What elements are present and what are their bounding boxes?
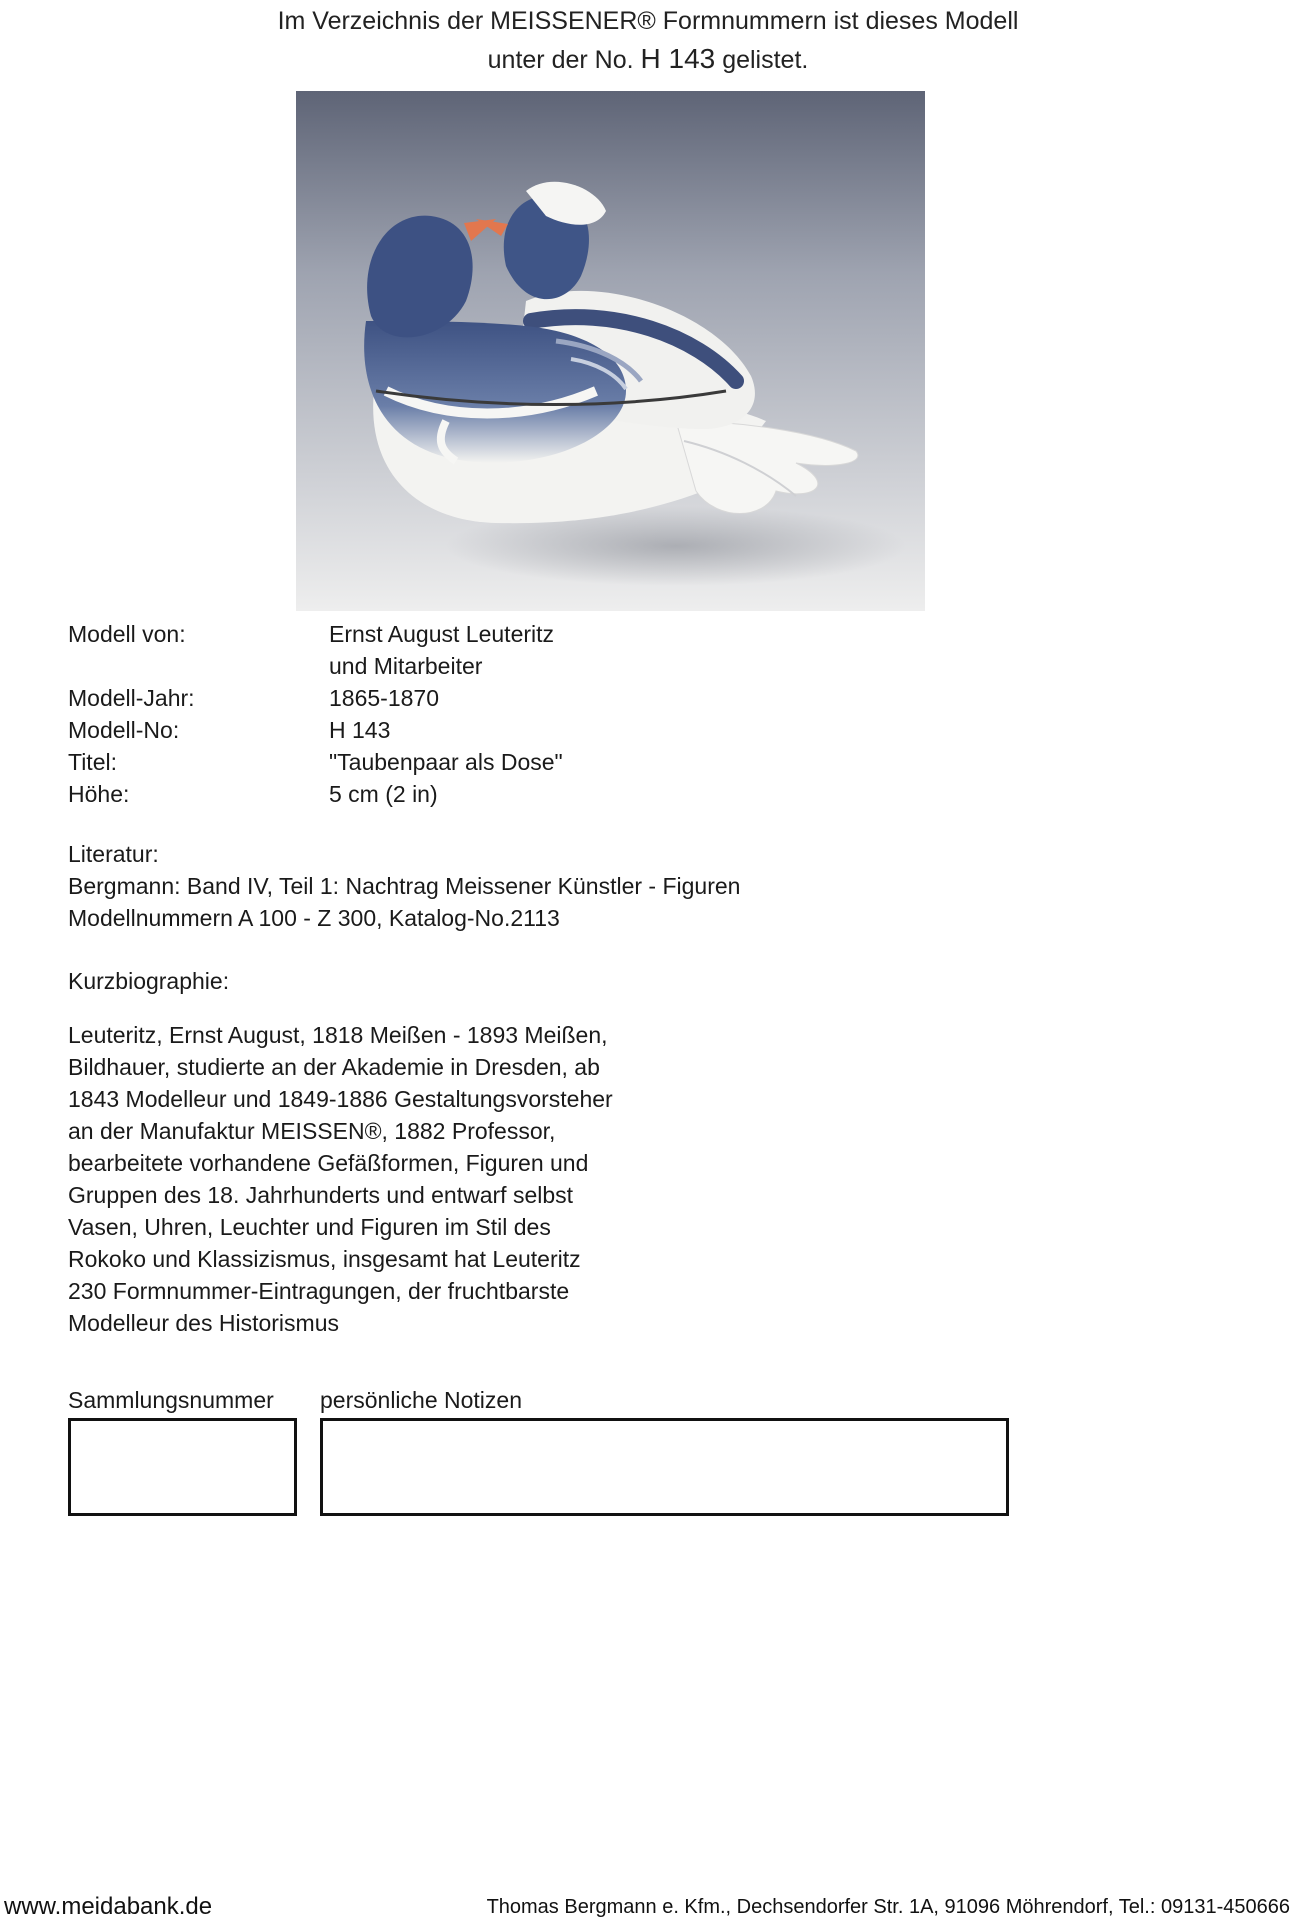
- collection-number-label: Sammlungsnummer: [68, 1387, 274, 1413]
- fact-label: Modell-No:: [68, 717, 180, 743]
- website-link[interactable]: www.meidabank.de: [4, 1893, 213, 1920]
- biography-line: 230 Formnummer-Eintragungen, der fruchtbarste: [68, 1278, 570, 1304]
- fact-value: 1865-1870: [329, 685, 439, 711]
- biography-line: Rokoko und Klassizismus, insgesamt hat Leuteritz: [68, 1246, 581, 1272]
- fact-label: Modell-Jahr:: [68, 685, 195, 711]
- fact-row-year: [68, 682, 729, 714]
- literature-heading: Literatur:: [68, 841, 159, 867]
- biography-heading: Kurzbiographie:: [68, 968, 230, 994]
- fact-value: 5 cm (2 in): [329, 781, 438, 807]
- header-prefix: unter der No.: [487, 46, 634, 74]
- porcelain-dove-pair-icon: [296, 91, 925, 611]
- personal-notes-label: persönliche Notizen: [320, 1387, 523, 1413]
- literature-line: Modellnummern A 100 - Z 300, Katalog-No.2113: [68, 905, 560, 931]
- biography-line: Leuteritz, Ernst August, 1818 Meißen - 1893 Meißen,: [68, 1022, 608, 1048]
- fact-row-author-cont: [68, 650, 729, 682]
- imprint-text: Thomas Bergmann e. Kfm., Dechsendorfer Str. 1A, 91096 Möhrendorf, Tel.: 09131-450666: [486, 1896, 1290, 1918]
- personal-notes-field[interactable]: [320, 1418, 1009, 1516]
- literature-section: [68, 838, 740, 934]
- fact-label: [68, 650, 329, 682]
- literature-line: Bergmann: Band IV, Teil 1: Nachtrag Meissener Künstler - Figuren: [68, 873, 741, 899]
- fact-value: Ernst August Leuteritz: [329, 621, 555, 647]
- header-suffix: gelistet.: [722, 46, 809, 74]
- biography-line: 1843 Modelleur und 1849-1886 Gestaltungsvorsteher: [68, 1086, 613, 1112]
- page-header: [0, 2, 1296, 79]
- fact-value: und Mitarbeiter: [329, 653, 483, 679]
- product-photo: [296, 91, 925, 611]
- biography-line: bearbeitete vorhandene Gefäßformen, Figuren und: [68, 1150, 589, 1176]
- model-facts: [68, 618, 729, 810]
- fact-row-title: [68, 746, 729, 778]
- biography-text: [68, 1019, 688, 1339]
- header-line-1: Im Verzeichnis der MEISSENER® Formnummern ist dieses Modell: [277, 7, 1019, 35]
- fact-row-model-no: [68, 714, 729, 746]
- fact-label: Höhe:: [68, 781, 130, 807]
- fact-row-author: [68, 618, 729, 650]
- biography-line: Gruppen des 18. Jahrhunderts und entwarf selbst: [68, 1182, 574, 1208]
- header-line-2: [0, 40, 1296, 79]
- biography-line: Vasen, Uhren, Leuchter und Figuren im Stil des: [68, 1214, 551, 1240]
- biography-line: Modelleur des Historismus: [68, 1310, 339, 1336]
- header-model-number: H 143: [640, 43, 716, 74]
- fact-row-height: [68, 778, 729, 810]
- fact-label: Titel:: [68, 749, 117, 775]
- biography-line: an der Manufaktur MEISSEN®, 1882 Professor,: [68, 1118, 556, 1144]
- fact-value: H 143: [329, 717, 391, 743]
- fact-value: "Taubenpaar als Dose": [329, 749, 563, 775]
- collection-number-field[interactable]: [68, 1418, 297, 1516]
- biography-line: Bildhauer, studierte an der Akademie in Dresden, ab: [68, 1054, 600, 1080]
- fact-label: Modell von:: [68, 621, 186, 647]
